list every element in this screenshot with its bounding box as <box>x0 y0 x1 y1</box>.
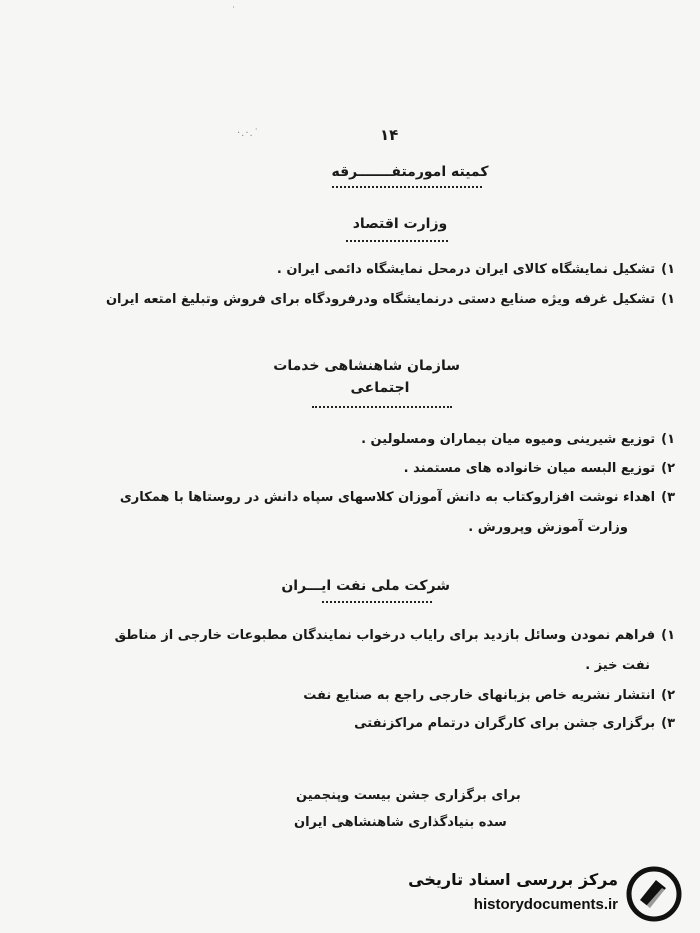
section-heading-social-services-line2: اجتماعی <box>350 380 410 396</box>
item-text: توزیع البسه میان خانواده های مستمند . <box>403 461 656 476</box>
list-item <box>115 628 675 643</box>
section-heading-underline <box>312 402 452 408</box>
item-number: ۱) <box>661 432 675 447</box>
footer-line-2: سده بنیادگذاری شاهنشاهی ایران <box>294 815 507 830</box>
list-item <box>361 432 675 447</box>
item-number: ۱) <box>661 262 675 277</box>
committee-title: کمیته امورمتفـــــــرقه <box>331 164 489 180</box>
item-text: تشکیل نمایشگاه کالای ایران درمحل نمایشگاه دائمی ایران . <box>276 262 656 277</box>
item-text: تشکیل غرفه ویژه صنایع دستی درنمایشگاه ودرفرودگاه برای فروش وتبلیغ امتعه ایران <box>105 292 656 307</box>
list-item <box>303 688 675 703</box>
item-text: توزیع شیرینی ومیوه میان بیماران ومسلولین . <box>361 432 656 447</box>
section-heading-social-services: سازمان شاهنشاهی خدمات <box>273 358 460 374</box>
item-continuation: وزارت آموزش وپرورش . <box>468 520 628 535</box>
committee-title-underline <box>332 182 482 188</box>
section-heading-underline <box>322 597 432 603</box>
watermark-url: historydocuments.ir <box>473 896 618 913</box>
item-number: ۱) <box>661 628 675 643</box>
section-heading-economy: وزارت اقتصاد <box>352 216 448 232</box>
list-item <box>354 716 675 731</box>
item-number: ۳) <box>661 716 675 731</box>
scan-speck: ·.·.˙ <box>237 128 260 139</box>
footer-line-1: برای برگزاری جشن بیست وپنجمین <box>296 788 521 803</box>
watermark-title: مرکز بررسی اسناد تاریخی <box>408 870 618 889</box>
item-number: ۱) <box>661 292 675 307</box>
item-number: ۲) <box>661 461 675 476</box>
list-item <box>277 262 675 277</box>
watermark-logo-icon <box>626 866 682 922</box>
page-number: ۱۴ <box>380 126 399 144</box>
section-heading-underline <box>346 236 448 242</box>
item-text: فراهم نمودن وسائل بازدید برای رایاب درخواب نمایندگان مطبوعات خارجی از مناطق <box>114 628 656 643</box>
section-heading-national-oil-company: شرکت ملی نفت ایـــران <box>281 578 450 594</box>
item-text: برگزاری جشن برای کارگران درتمام مراکزنفتی <box>354 716 656 731</box>
item-text: اهداء نوشت افزاروکتاب به دانش آموزان کلاسهای سپاه دانش در روستاها با همکاری <box>119 490 656 505</box>
item-number: ۳) <box>661 490 675 505</box>
item-number: ۲) <box>661 688 675 703</box>
list-item <box>404 461 675 476</box>
list-item <box>106 292 675 307</box>
list-item <box>120 490 675 505</box>
item-continuation: نفت خیز . <box>585 658 650 673</box>
item-text: انتشار نشریه خاص بزبانهای خارجی راجع به صنایع نفت <box>303 688 656 703</box>
scan-speck: ˙ <box>231 6 237 17</box>
watermark <box>402 866 682 924</box>
